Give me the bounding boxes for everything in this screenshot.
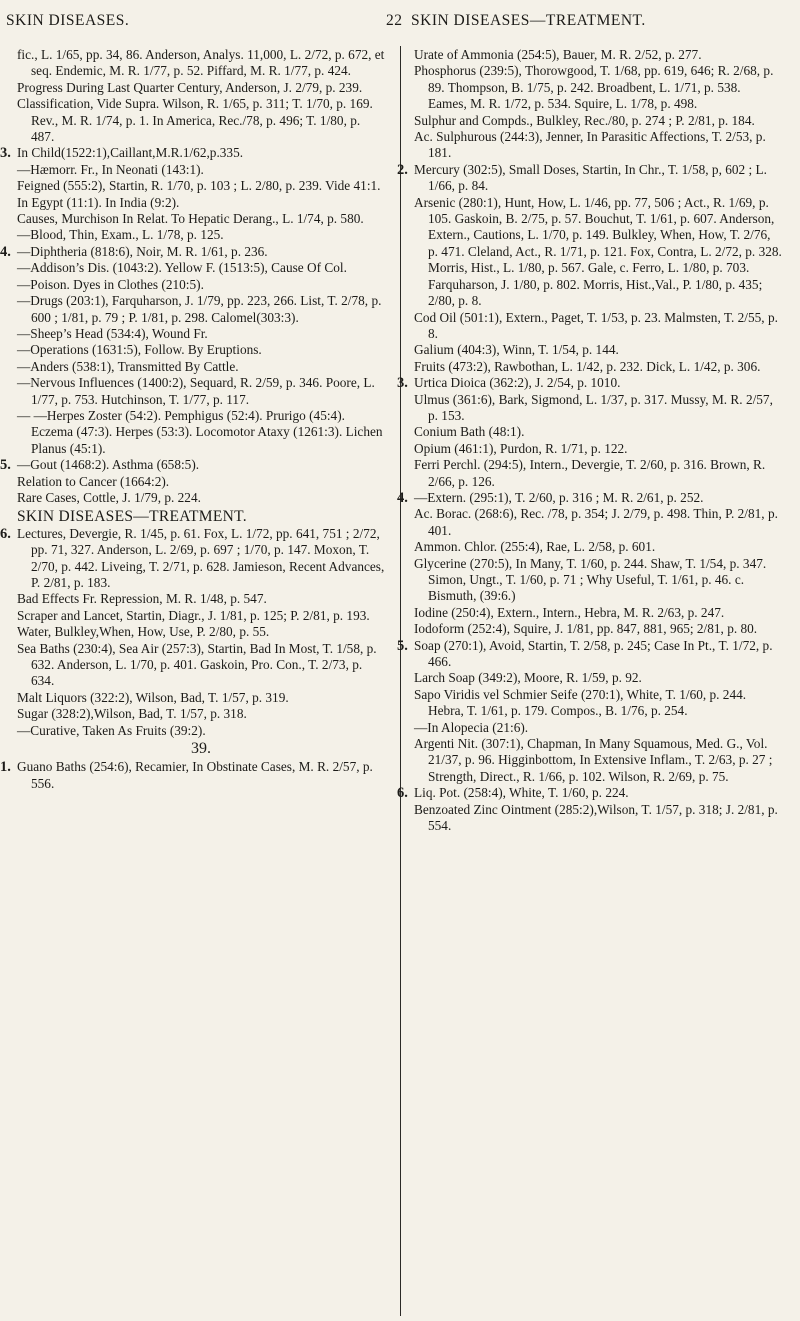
entry-text: Sapo Viridis vel Schmier Seife (270:1), White, T. 1/60, p. 244. Hebra, T. 1/61, p. 179. Compos., B. 1/76, p. 254.	[414, 686, 747, 719]
index-entry	[17, 162, 385, 178]
index-entry	[17, 706, 385, 722]
index-entry	[17, 474, 385, 490]
page-number: 22	[386, 12, 403, 29]
entry-text: Ferri Perchl. (294:5), Intern., Devergie, T. 2/60, p. 316. Brown, R. 2/66, p. 126.	[414, 457, 766, 489]
entry-text: —Diphtheria (818:6), Noir, M. R. 1/61, p. 236.	[17, 243, 268, 259]
index-entry	[0, 525, 385, 592]
right-column	[397, 47, 782, 835]
entry-text: Water, Bulkley,When, How, Use, P. 2/80, p. 55.	[17, 624, 270, 640]
entry-text: Relation to Cancer (1664:2).	[17, 473, 170, 489]
entry-text: Ac. Sulphurous (244:3), Jenner, In Parasitic Affections, T. 2/53, p. 181.	[414, 129, 766, 161]
running-header	[0, 6, 800, 36]
margin-number: 3.	[0, 145, 11, 162]
header-right: SKIN DISEASES—TREATMENT.	[411, 12, 646, 29]
index-entry	[414, 129, 782, 162]
entry-text: Scraper and Lancet, Startin, Diagr., J. 1/81, p. 125; P. 2/81, p. 193.	[17, 607, 370, 623]
index-entry	[414, 342, 782, 358]
entry-text: Ulmus (361:6), Bark, Sigmond, L. 1/37, p. 317. Mussy, M. R. 2/57, p. 153.	[414, 391, 773, 423]
entry-text: —Blood, Thin, Exam., L. 1/78, p. 125.	[17, 227, 224, 243]
index-entry	[414, 392, 782, 425]
margin-number: 4.	[0, 243, 11, 260]
entry-text: — —Herpes Zoster (54:2). Pemphigus (52:4). Prurigo (45:4). Eczema (47:3). Herpes (53:3). Locomotor Ataxy (1261:3). Lichen Planus (45:1).	[17, 407, 383, 456]
index-entry	[17, 591, 385, 607]
column-divider	[400, 46, 401, 1316]
entry-text: —Drugs (203:1), Farquharson, J. 1/79, pp. 223, 266. List, T. 2/78, p. 600 ; 1/81, p. 79 ; P. 1/81, p. 298. Calomel(303:3).	[17, 293, 382, 325]
index-entry	[17, 359, 385, 375]
entry-text: —Operations (1631:5), Follow. By Eruptions.	[17, 342, 262, 358]
entry-text: Fruits (473:2), Rawbothan, L. 1/42, p. 232. Dick, L. 1/42, p. 306.	[414, 358, 761, 374]
index-entry	[397, 637, 782, 671]
entry-text: In Child(1522:1),Caillant,M.R.1/62,p.335.	[17, 145, 244, 161]
entry-text: Galium (404:3), Winn, T. 1/54, p. 144.	[414, 342, 619, 358]
index-entry	[414, 670, 782, 686]
index-entry	[414, 457, 782, 490]
margin-number: 5.	[0, 457, 11, 474]
entry-text: 39.	[191, 740, 211, 758]
entry-text: Sulphur and Compds., Bulkley, Rec./80, p. 274 ; P. 2/81, p. 184.	[414, 112, 755, 128]
index-entry	[397, 489, 782, 506]
left-column	[0, 47, 385, 792]
entry-text: —Nervous Influences (1400:2), Sequard, R. 2/59, p. 346. Poore, L. 1/77, p. 753. Hutchinson, T. 1/77, p. 117.	[17, 375, 375, 407]
subsection-number	[17, 741, 385, 757]
index-entry	[414, 720, 782, 736]
index-entry	[17, 47, 385, 80]
index-entry	[0, 243, 385, 260]
index-entry	[397, 161, 782, 195]
index-entry	[414, 802, 782, 835]
index-entry	[414, 63, 782, 112]
section-heading	[17, 509, 385, 525]
index-entry	[17, 277, 385, 293]
index-entry	[17, 408, 385, 457]
index-entry	[17, 326, 385, 342]
index-entry	[414, 506, 782, 539]
margin-number: 6.	[397, 785, 408, 802]
index-entry	[414, 556, 782, 605]
entry-text: Sugar (328:2),Wilson, Bad, T. 1/57, p. 318.	[17, 706, 247, 722]
entry-text: —Extern. (295:1), T. 2/60, p. 316 ; M. R. 2/61, p. 252.	[414, 489, 704, 505]
index-entry	[17, 96, 385, 145]
entry-text: Glycerine (270:5), In Many, T. 1/60, p. 244. Shaw, T. 1/54, p. 347. Simon, Ungt., T. 1/60, p. 71 ; Why Useful, T. 1/61, p. 46. c. Bismuth, (39:6.)	[414, 555, 767, 604]
entry-text: Benzoated Zinc Ointment (285:2),Wilson, T. 1/57, p. 318; J. 2/81, p. 554.	[414, 801, 778, 834]
entry-text: —Poison. Dyes in Clothes (210:5).	[17, 276, 204, 292]
entry-text: Conium Bath (48:1).	[414, 424, 525, 440]
entry-text: Ac. Borac. (268:6), Rec. /78, p. 354; J. 2/79, p. 498. Thin, P. 2/81, p. 401.	[414, 506, 778, 538]
index-entry	[397, 785, 782, 802]
index-entry	[17, 293, 385, 326]
index-entry	[17, 342, 385, 358]
index-entry	[17, 723, 385, 739]
index-entry	[414, 113, 782, 129]
entry-text: Progress During Last Quarter Century, Anderson, J. 2/79, p. 239.	[17, 79, 363, 95]
index-entry	[0, 145, 385, 162]
entry-text: Phosphorus (239:5), Thorowgood, T. 1/68, pp. 619, 646; R. 2/68, p. 89. Thompson, B. 1/75, p. 242. Broadbent, L. 1/71, p. 538. Eames, M. R. 1/72, p. 534. Squire, L. 1/78, p. 498.	[414, 63, 774, 112]
index-entry	[414, 736, 782, 785]
index-entry	[414, 195, 782, 310]
entry-text: —Sheep’s Head (534:4), Wound Fr.	[17, 325, 208, 341]
entry-text: —Curative, Taken As Fruits (39:2).	[17, 722, 206, 738]
entry-text: Liq. Pot. (258:4), White, T. 1/60, p. 224.	[414, 785, 629, 801]
index-entry	[17, 641, 385, 690]
entry-text: Soap (270:1), Avoid, Startin, T. 2/58, p. 245; Case In Pt., T. 1/72, p. 466.	[414, 637, 773, 670]
index-entry	[414, 687, 782, 720]
entry-text: SKIN DISEASES—TREATMENT.	[17, 508, 247, 526]
entry-text: Urate of Ammonia (254:5), Bauer, M. R. 2/52, p. 277.	[414, 47, 702, 62]
entry-text: In Egypt (11:1). In India (9:2).	[17, 194, 180, 210]
entry-text: —Anders (538:1), Transmitted By Cattle.	[17, 358, 239, 374]
entry-text: Arsenic (280:1), Hunt, How, L. 1/46, pp. 77, 506 ; Act., R. 1/69, p. 105. Gaskoin, B. 2/75, p. 57. Bouchut, T. 1/61, p. 607. Anderson, Extern., Cautions, L. 1/70, p. 149. Bulkley, When, How, T. 2/76, p. 471. Cleland, Act., R. 1/71, p. 121. Fox, Contra, L. 2/72, p. 328. Morris, Hist., L. 1/80, p. 567. Gale, c. Ferro, L. 1/80, p. 703. Farquharson, J. 1/80, p. 802. Morris, Hist.,Val., P. 1/80, p. 435; 2/80, p. 8.	[414, 194, 782, 309]
index-entry	[397, 375, 782, 392]
index-entry	[17, 375, 385, 408]
index-entry	[414, 310, 782, 343]
entry-text: Bad Effects Fr. Repression, M. R. 1/48, p. 547.	[17, 591, 267, 607]
index-entry	[414, 539, 782, 555]
entry-text: Ammon. Chlor. (255:4), Rae, L. 2/58, p. 601.	[414, 539, 656, 555]
entry-text: Rare Cases, Cottle, J. 1/79, p. 224.	[17, 489, 201, 505]
margin-number: 1.	[0, 759, 11, 776]
entry-text: Sea Baths (230:4), Sea Air (257:3), Startin, Bad In Most, T. 1/58, p. 632. Anderson, L. 1/70, p. 401. Gaskoin, Pro. Con., T. 2/73, p. 634.	[17, 640, 377, 689]
index-entry	[0, 457, 385, 474]
entry-text: Urtica Dioica (362:2), J. 2/54, p. 1010.	[414, 375, 621, 391]
index-entry	[414, 424, 782, 440]
index-entry	[414, 621, 782, 637]
index-entry	[17, 490, 385, 506]
entry-text: —Hæmorr. Fr., In Neonati (143:1).	[17, 161, 204, 177]
entry-text: fic., L. 1/65, pp. 34, 86. Anderson, Analys. 11,000, L. 2/72, p. 672, et seq. Endemic, M. R. 1/77, p. 52. Piffard, M. R. 1/77, p. 424.	[17, 47, 385, 79]
entry-text: Cod Oil (501:1), Extern., Paget, T. 1/53, p. 23. Malmsten, T. 2/55, p. 8.	[414, 309, 778, 341]
entry-text: Larch Soap (349:2), Moore, R. 1/59, p. 92.	[414, 670, 642, 686]
entry-text: Feigned (555:2), Startin, R. 1/70, p. 103 ; L. 2/80, p. 239. Vide 41:1.	[17, 178, 381, 194]
entry-text: Iodoform (252:4), Squire, J. 1/81, pp. 847, 881, 965; 2/81, p. 80.	[414, 621, 758, 637]
index-entry	[17, 690, 385, 706]
index-entry	[17, 80, 385, 96]
entry-text: —Addison’s Dis. (1043:2). Yellow F. (1513:5), Cause Of Col.	[17, 260, 347, 276]
index-entry	[17, 624, 385, 640]
index-entry	[17, 227, 385, 243]
index-entry	[17, 260, 385, 276]
header-left: SKIN DISEASES.	[6, 12, 130, 29]
index-entry	[17, 178, 385, 194]
margin-number: 2.	[397, 161, 408, 178]
entry-text: Malt Liquors (322:2), Wilson, Bad, T. 1/57, p. 319.	[17, 689, 289, 705]
entry-text: Guano Baths (254:6), Recamier, In Obstinate Cases, M. R. 2/57, p. 556.	[17, 759, 373, 791]
entry-text: Opium (461:1), Purdon, R. 1/71, p. 122.	[414, 440, 628, 456]
index-entry	[414, 441, 782, 457]
index-entry	[17, 608, 385, 624]
entry-text: —In Alopecia (21:6).	[414, 719, 529, 735]
index-entry	[17, 195, 385, 211]
index-entry	[414, 359, 782, 375]
entry-text: Classification, Vide Supra. Wilson, R. 1/65, p. 311; T. 1/70, p. 169. Rev., M. R. 1/74, p. 1. In America, Rec./78, p. 496; T. 1/80, p. 487.	[17, 96, 373, 145]
entry-text: Argenti Nit. (307:1), Chapman, In Many Squamous, Med. G., Vol. 21/37, p. 96. Higginbottom, In Extensive Inflam., T. 2/63, p. 27 ; Strength, Direct., R. 1/66, p. 102. Wilson, R. 2/69, p. 75.	[414, 736, 773, 784]
entry-text: Mercury (302:5), Small Doses, Startin, In Chr., T. 1/58, p, 602 ; L. 1/66, p. 84.	[414, 161, 767, 194]
margin-number: 3.	[397, 375, 408, 392]
margin-number: 4.	[397, 489, 408, 506]
index-entry	[0, 759, 385, 792]
index-entry	[414, 605, 782, 621]
margin-number: 5.	[397, 637, 408, 654]
entry-text: Iodine (250:4), Extern., Intern., Hebra, M. R. 2/63, p. 247.	[414, 604, 725, 620]
entry-text: Lectures, Devergie, R. 1/45, p. 61. Fox, L. 1/72, pp. 641, 751 ; 2/72, pp. 71, 327. Anderson, L. 2/69, p. 697 ; 1/70, p. 147. Moxon, T. 2/70, p. 442. Liveing, T. 2/71, p. 628. Jamieson, Recent Advances, P. 2/81, p. 183.	[17, 525, 385, 590]
index-entry	[17, 211, 385, 227]
index-entry	[414, 47, 782, 63]
entry-text: Causes, Murchison In Relat. To Hepatic Derang., L. 1/74, p. 580.	[17, 211, 364, 227]
entry-text: —Gout (1468:2). Asthma (658:5).	[17, 457, 200, 473]
margin-number: 6.	[0, 525, 11, 542]
